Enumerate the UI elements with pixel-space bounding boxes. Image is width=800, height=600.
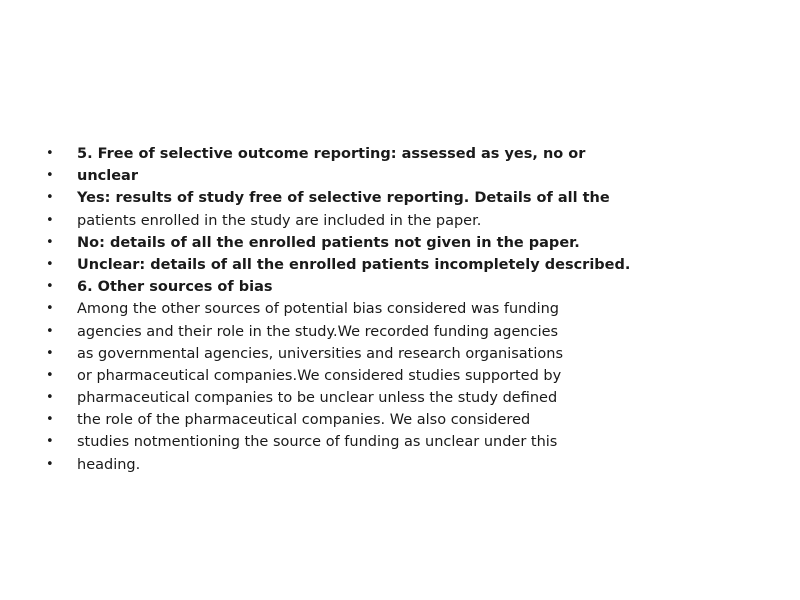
bullet-icon: •	[46, 190, 54, 206]
bullet-icon: •	[46, 256, 54, 272]
list-item-text: heading.	[77, 456, 141, 473]
list-item-text: 5. Free of selective outcome reporting: assessed as yes, no or	[77, 146, 586, 162]
bullet-icon: •	[46, 279, 54, 295]
list-item	[46, 254, 630, 276]
list-item	[46, 343, 630, 365]
bullet-icon: •	[46, 234, 54, 250]
bullet-icon: •	[46, 323, 54, 339]
list-item	[46, 165, 630, 187]
list-item	[46, 298, 630, 320]
list-item-text: Unclear: details of all the enrolled patients incompletely described.	[77, 256, 631, 273]
bullet-icon: •	[46, 146, 54, 161]
list-item-text: studies notmentioning the source of funding as unclear under this	[77, 434, 558, 451]
bullet-icon: •	[46, 412, 54, 428]
section-heading-item	[46, 276, 630, 298]
list-item-text: agencies and their role in the study.We recorded funding agencies	[77, 323, 559, 340]
list-item	[46, 187, 630, 209]
bullet-icon: •	[46, 367, 54, 383]
list-item-text: unclear	[77, 168, 138, 185]
bullet-icon: •	[46, 345, 54, 361]
bullet-list	[46, 143, 630, 476]
list-item-text: or pharmaceutical companies.We considered studies supported by	[77, 367, 562, 384]
list-item	[46, 409, 630, 431]
list-item-text: patients enrolled in the study are included in the paper.	[77, 212, 482, 229]
list-item-text: 6. Other sources of bias	[77, 279, 273, 296]
bullet-icon: •	[46, 434, 54, 450]
bullet-icon: •	[46, 168, 54, 184]
bullet-icon: •	[46, 390, 54, 406]
list-item-text: Yes: results of study free of selective reporting. Details of all the	[77, 190, 610, 207]
list-item	[46, 232, 630, 254]
bullet-icon: •	[46, 212, 54, 228]
bullet-icon: •	[46, 301, 54, 317]
bullet-icon: •	[46, 456, 54, 472]
list-item-text: Among the other sources of potential bias considered was funding	[77, 301, 559, 318]
list-item-text: No: details of all the enrolled patients not given in the paper.	[77, 234, 580, 251]
list-item-text: the role of the pharmaceutical companies. We also considered	[77, 412, 531, 429]
list-item	[46, 143, 630, 165]
list-item	[46, 387, 630, 409]
list-item	[46, 365, 630, 387]
list-item	[46, 431, 630, 453]
list-item	[46, 210, 630, 232]
list-item	[46, 321, 630, 343]
list-item	[46, 454, 630, 476]
list-item-text: pharmaceutical companies to be unclear unless the study defined	[77, 390, 558, 407]
list-item-text: as governmental agencies, universities and research organisations	[77, 345, 563, 362]
